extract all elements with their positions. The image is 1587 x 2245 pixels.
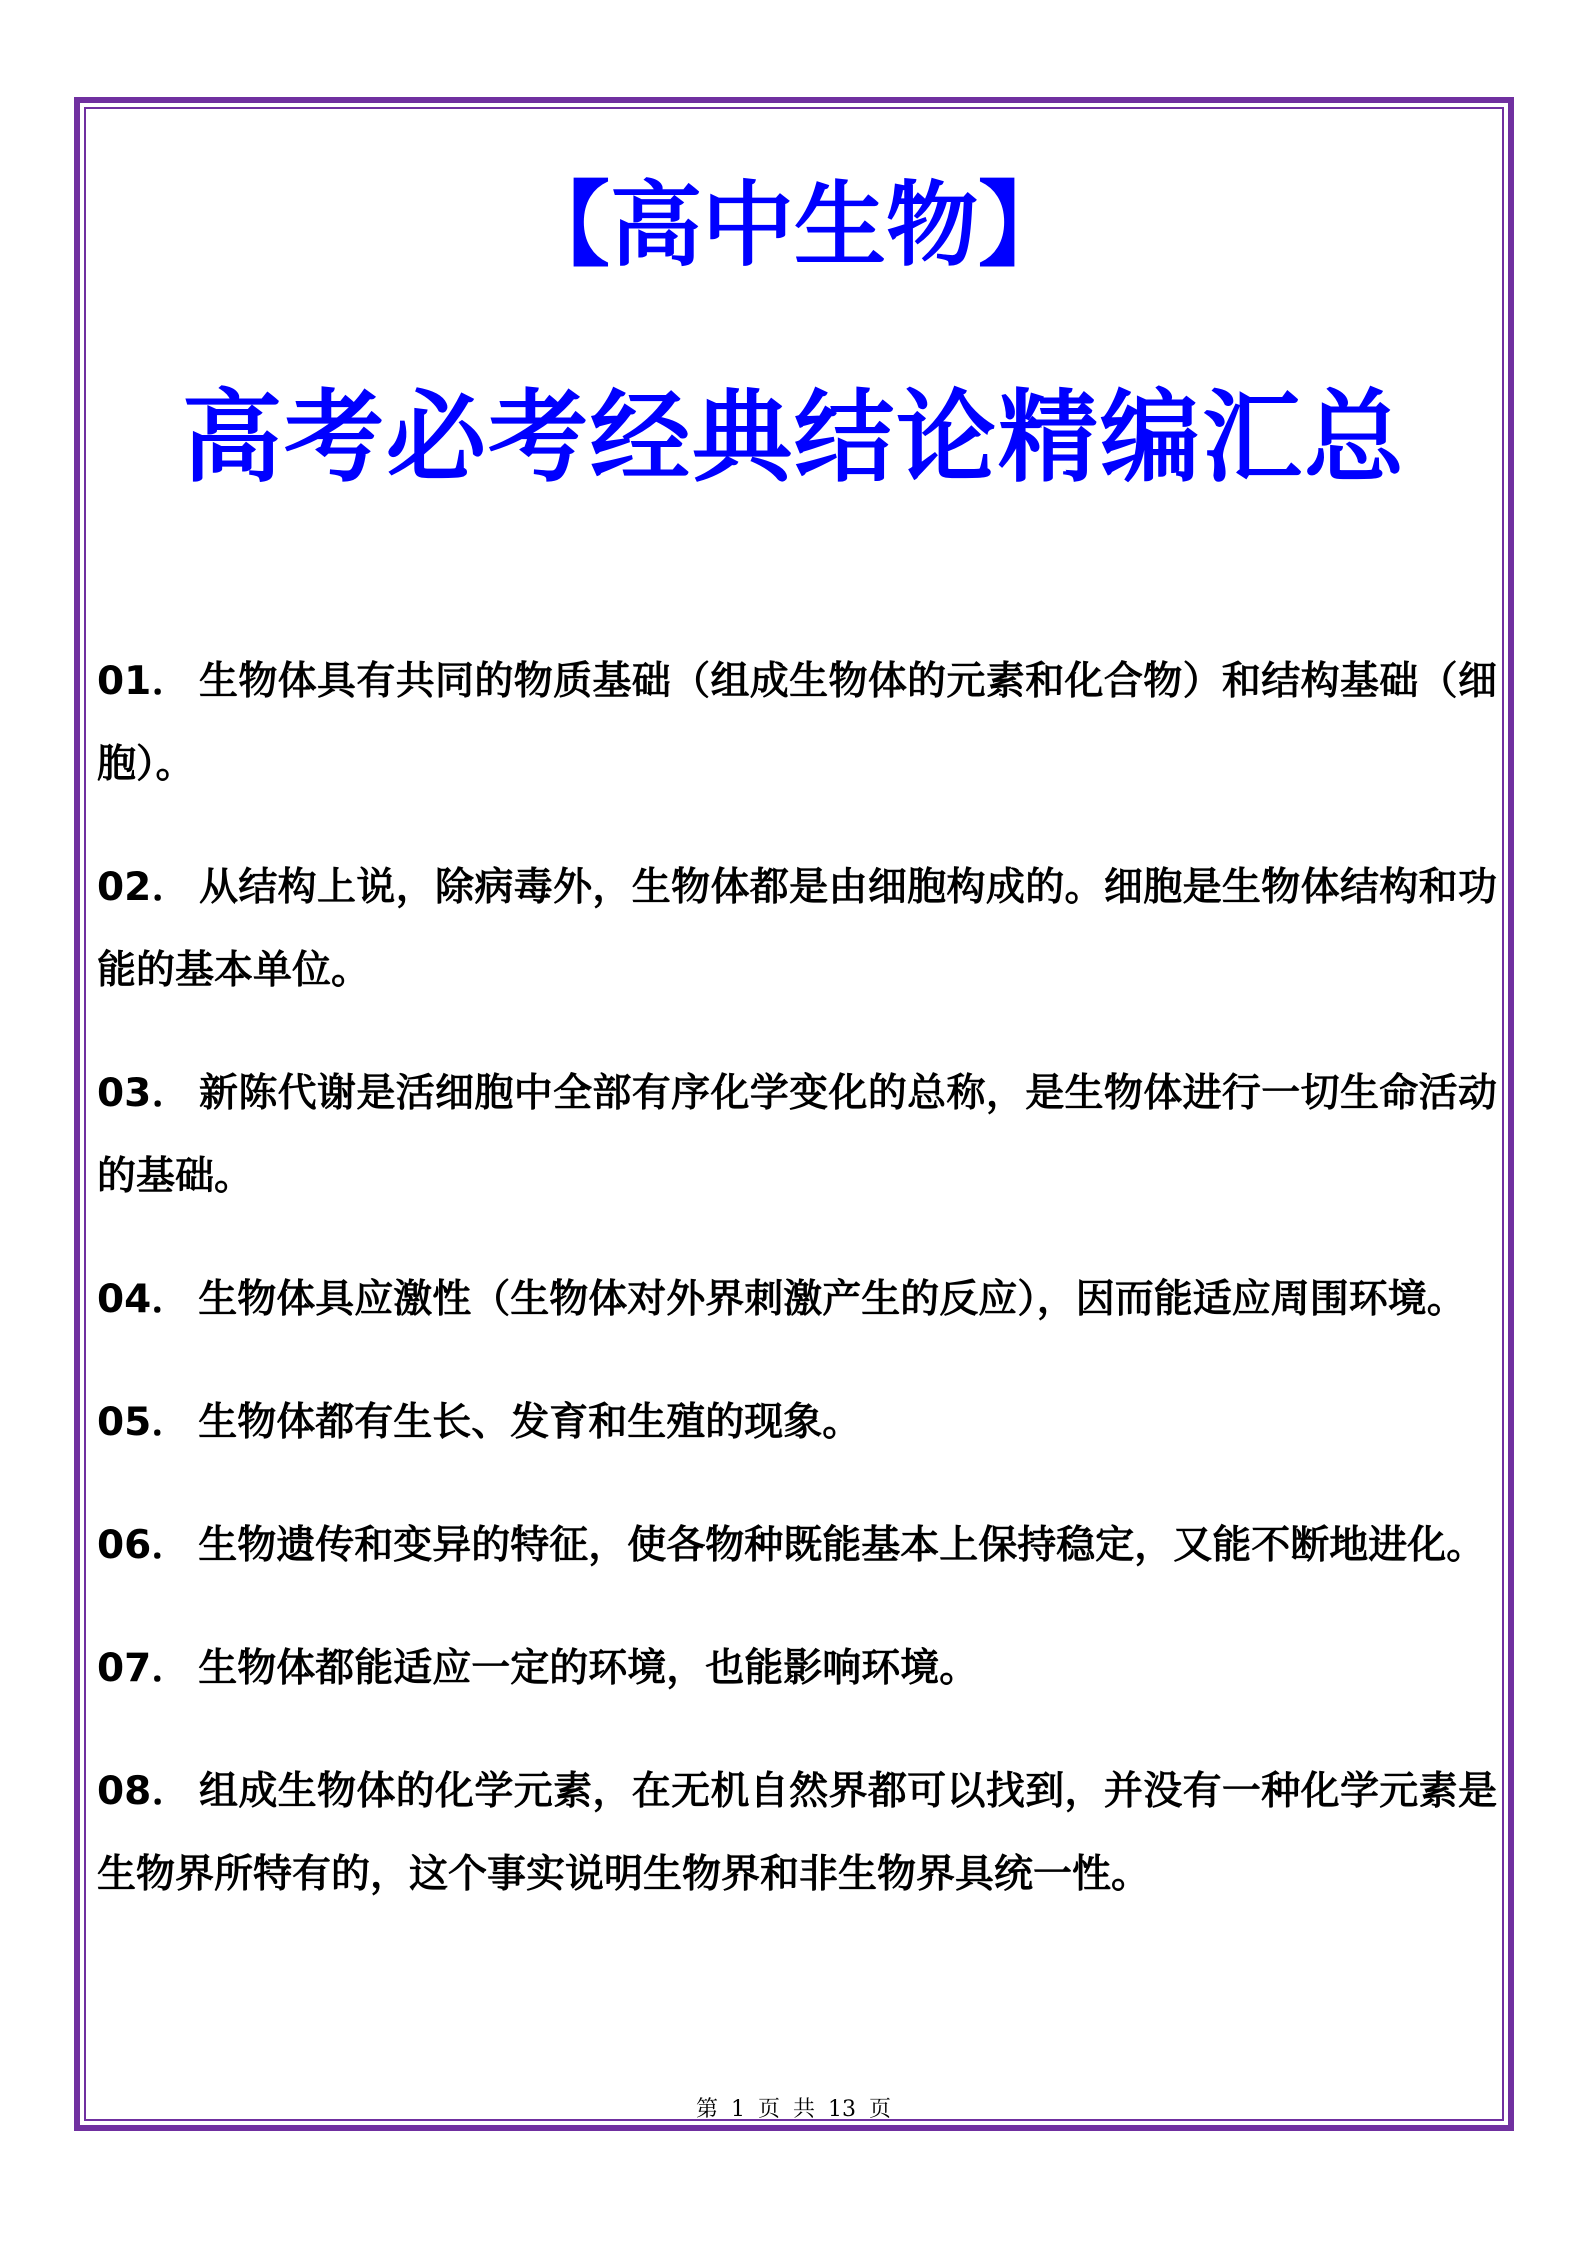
item-text: 组成生物体的化学元素，在无机自然界都可以找到，并没有一种化学元素是生物界所特有的，这个事实说明生物界和非生物界具统一性。: [97, 1769, 1497, 1897]
item-number: 05．: [97, 1400, 191, 1445]
list-item: [97, 1504, 1497, 1587]
list-item: [97, 1627, 1497, 1710]
item-number: 02．: [97, 865, 191, 910]
item-number: 03．: [97, 1071, 191, 1116]
list-item: [97, 1052, 1497, 1218]
item-text: 生物体具应激性（生物体对外界刺激产生的反应），因而能适应周围环境。: [198, 1277, 1466, 1322]
list-item: [97, 846, 1497, 1012]
item-number: 06．: [97, 1523, 191, 1568]
title-line-2: 高考必考经典结论精编汇总: [182, 379, 1406, 496]
page-footer: 第 1 页 共 13 页: [696, 2097, 891, 2122]
item-text: 生物体都有生长、发育和生殖的现象。: [198, 1400, 862, 1445]
item-number: 07．: [97, 1646, 191, 1691]
title-line-1: 【高中生物】: [517, 172, 1070, 279]
list-item: [97, 1750, 1497, 1916]
item-number: 01．: [97, 659, 191, 704]
list-item: [97, 1258, 1497, 1341]
item-text: 生物体都能适应一定的环境，也能影响环境。: [198, 1646, 979, 1691]
item-number: 08．: [97, 1769, 191, 1814]
item-text: 新陈代谢是活细胞中全部有序化学变化的总称，是生物体进行一切生命活动的基础。: [97, 1071, 1497, 1199]
item-text: 生物体具有共同的物质基础（组成生物体的元素和化合物）和结构基础（细胞）。: [97, 659, 1497, 787]
item-number: 04．: [97, 1277, 191, 1322]
list-item: [97, 640, 1497, 806]
item-text: 从结构上说，除病毒外，生物体都是由细胞构成的。细胞是生物体结构和功能的基本单位。: [97, 865, 1497, 993]
list-item: [97, 1381, 1497, 1464]
item-text: 生物遗传和变异的特征，使各物种既能基本上保持稳定，又能不断地进化。: [198, 1523, 1486, 1568]
conclusion-list: [97, 640, 1497, 1956]
